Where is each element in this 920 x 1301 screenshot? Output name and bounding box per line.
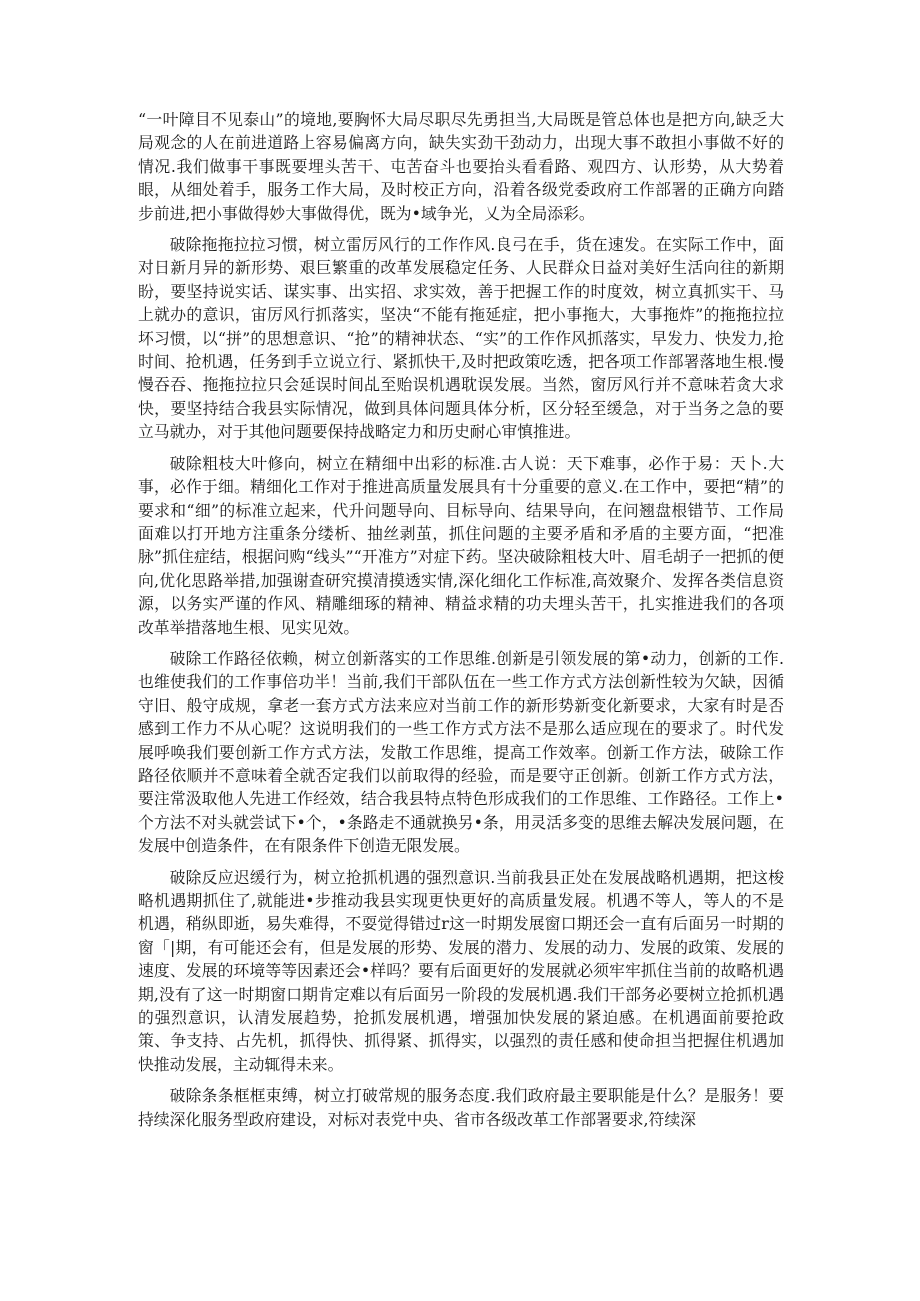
paragraph-text: 古人说：天下难事，必作于易：天卜.大事，必作于细。精细化工作对于推进高质量发展具有十分重要的意义.在工作中，要把“精”的要求和“细”的标准立起来，代升问题导向、目标导向、结果导向，在问翘盘根错节、工作局面难以打开地方注重条分缕析、抽丝剥茧，抓住问题的主要矛盾和矛盾的主要方面，“把准脉”抓住症结，根据问购“线头”“开准方”对症下药。坚决破除粗枝大叶、眉毛胡子一把抓的便向,优化思路举措,加强谢查研究摸清摸透实情,深化细化工作标准,高效聚介、发挥各类信息资源，以务实严谨的作风、精雕细琢的精神、精益求精的功夫埋头苦干，扎实推进我们的各项改革举措落地生根、见实见效。 <box>138 453 784 637</box>
paragraph-text: 当前我县正处在发展战略机遇期，把这梭略机遇期抓住了,就能进•步推动我县实现更快更好的高质量发屐。机遇不等人，等人的不是机遇，稍纵即逝，易失难得，不耍觉得错过r这一时期发展窗口期还会一直有后面另一时期的窗「|期，有可能还会有，但是发展的形势、发展的潜力、发展的动力、发展的政策、发展的速度、发展的环境等等因素还会•样吗？要有后面更好的发展就必须牢牢抓住当前的故略机遇期,没有了这一时期窗口期肯定难以有后面另一阶段的发展机遇.我们干部务必要树立抢抓机遇的强烈意识，认清发展趋势，抢抓发展机遇，增强加快发展的紧迫感。在机遇面前要抢政策、争支持、占先机，抓得快、抓得紧、抓得实，以强烈的责任感和使命担当把握住机遇加快推动发展，主动辄得未来。 <box>138 867 784 1074</box>
paragraph-text: 良弓在手，货在速发。在实际工作中，面对日新月异的新形势、艰巨繁重的改革发展稳定任务、人民群众日益对美好生活向往的新期盼，要坚持说实话、谋实事、出实招、求实效，善于把握工作的时度效，树立真抓实干、马上就办的意识，宙厉风行抓落实，坚决“不能有拖延症，把小事拖大，大事拖炸”的拖拖拉拉坏习惯，以“拼”的思想意识、“抢”的精神状态、“实”的工作作风抓落实，早发力、快发力,抢时间、抢机遇，任务到手立说立行、紧抓快干,及时把政策吃透，把各项工作部署落地生根.慢慢吞吞、拖拖拉拉只会延误时间乩至贻误机遇耽误发展。当然，窗厉风行并不意味若贪大求快，要坚持结合我县实际情况，做到具体问题具体分析，区分轻至缓急，对于当务之急的要立马就办，对于其他问题要保持战略定力和历史耐心审慎推进。 <box>138 235 784 442</box>
paragraph-text: 的工作思维.创新是引领发展的第•动力，创新的工作.也维使我们的工作事倍功半！当前,我们干部队伍在一些工作方式方法创新性较为欠缺，因循守旧、般守成规，拿老一套方式方法来应对当前工作的新形势新变化新要求，大家有时是否感到工作力不从心呢？这说明我们的一些工作方式方法不是那么适应现在的要求了。时代发展呼唤我们要创新工作方式方法，发散工作思维，提高工作效率。创新工作方法，破除工作路径依顺并不意味着全就否定我们以前取得的经验，而是要守正创新。创新工作方式方法，要注常汲取他人先进工作经效，结合我县特点特色形成我们的工作思维、工作路径。工作上•个方法不对头就尝试下•个，•条路走不通就换另•条，用灵活多变的思维去解决发展问题，在发展中创造条件，在有限条件下创造无限发展。 <box>138 648 784 856</box>
paragraph-text: “一叶障目不见泰山”的境地,要胸怀大局尽职尽先勇担当,大局既是管总体也是把方向,缺乏大局观念的人在前进道路上容易偏离方向，缺失实劲干劲动力，出现大事不敢担小事做不好的情况.我们做事干事既要埋头苦干、屯苦奋斗也要抬头看看路、观四方、认形势，从大势着眼，从细处着手，服务工作大局，及时校正方向，沿着各级党委政府工作部署的正确方向踏步前进,把小事做得妙大事做得优，既为•域争光，乂为全局添彩。 <box>138 110 784 223</box>
paragraph-heading: 破除反应迟缓行为，树立抢抓机遇的强烈意识. <box>169 867 496 887</box>
paragraph-heading: 破除拖拖拉拉习惯，树立雷厉风行的工作作风. <box>169 235 496 255</box>
paragraph-5 <box>138 866 784 1077</box>
paragraph-heading: 破除粗枝大叶修向，树立在精细中出彩的标准. <box>169 453 502 473</box>
document-body <box>138 108 784 1139</box>
paragraph-heading: 破除工作路径依赖，树立创新落实 <box>169 648 411 668</box>
paragraph-text: 破除条条框框束缚，树立打破常规的服务态度.我们政府最主要职能是什么？是服务！要持续深化服务型政府建设，对标对表党中央、省市各级改革工作部署要求,符续深 <box>138 1086 784 1129</box>
paragraph-1 <box>138 108 784 225</box>
paragraph-4 <box>138 647 784 858</box>
paragraph-6 <box>138 1084 784 1131</box>
paragraph-3 <box>138 452 784 639</box>
paragraph-2 <box>138 233 784 444</box>
